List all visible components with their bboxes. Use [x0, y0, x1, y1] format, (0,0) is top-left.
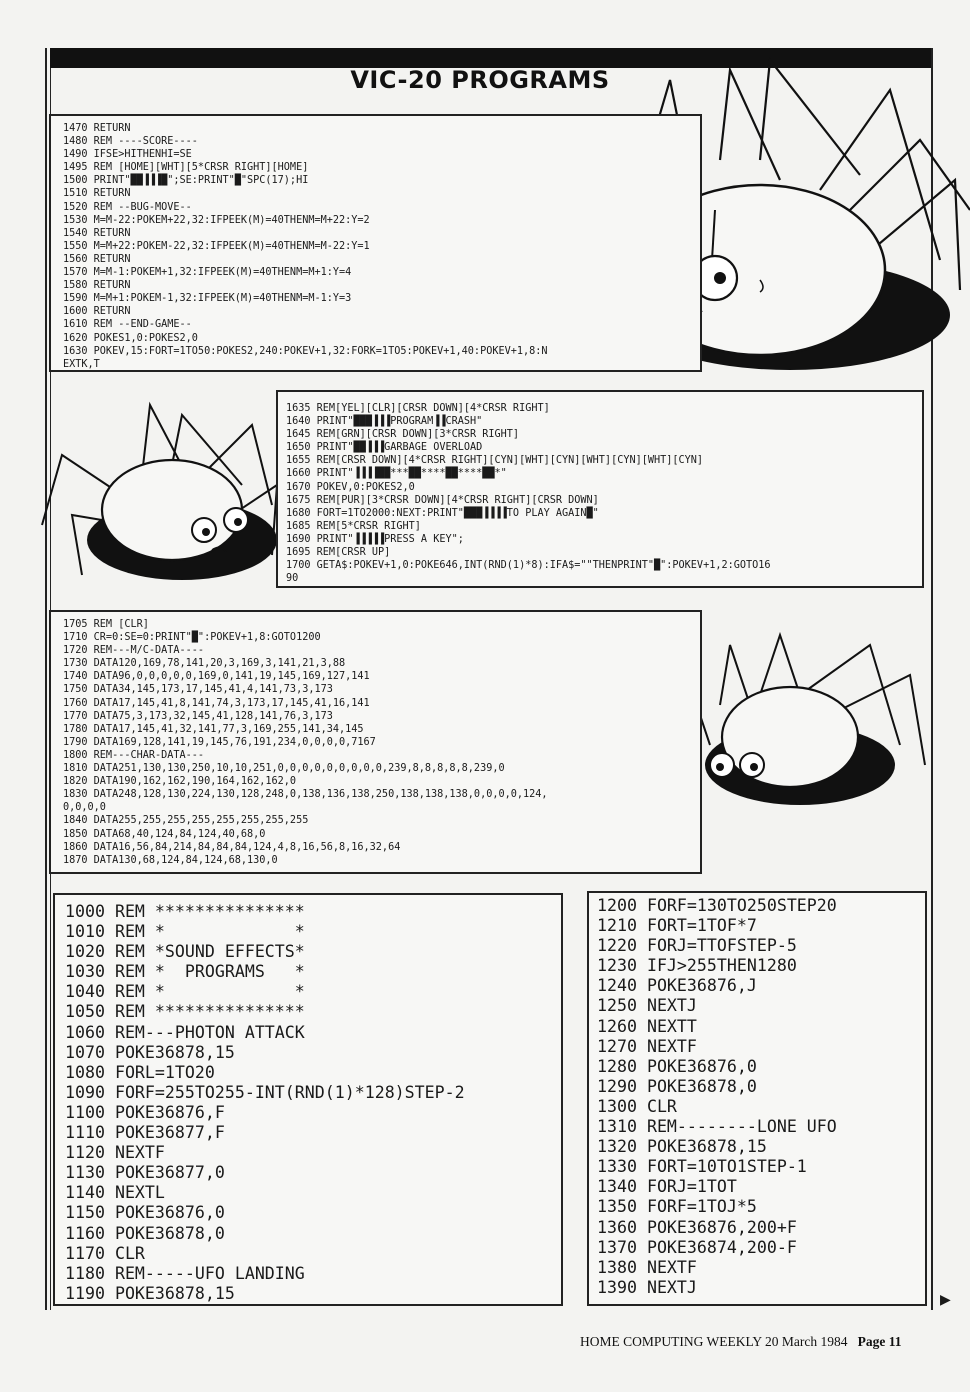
code-line: 1160 POKE36878,0: [65, 1223, 225, 1243]
code-line: 1110 POKE36877,F: [65, 1123, 225, 1143]
code-line: 1600 RETURN: [63, 306, 131, 318]
code-line: 1240 POKE36876,J: [597, 976, 757, 996]
code-line: 1290 POKE36878,0: [597, 1076, 757, 1096]
code-line: 1010 REM * *: [65, 922, 305, 942]
code-line: 1280 POKE36876,0: [597, 1056, 757, 1076]
code-line: 1520 REM --BUG-MOVE--: [63, 201, 192, 213]
code-line: 1100 POKE36876,F: [65, 1102, 225, 1122]
code-line: 1675 REM[PUR][3*CRSR DOWN][4*CRSR RIGHT][CRSR DOWN]: [286, 494, 599, 506]
code-line: 1380 NEXTF: [597, 1257, 697, 1277]
code-line: 1510 RETURN: [63, 188, 131, 200]
code-line: 1495 REM [HOME][WHT][5*CRSR RIGHT][HOME]: [63, 162, 309, 174]
code-line: 1655 REM[CRSR DOWN][4*CRSR RIGHT][CYN][WHT][CYN][WHT][CYN][WHT][CYN]: [286, 455, 704, 467]
code-line: 1820 DATA190,162,162,190,164,162,162,0: [63, 776, 297, 788]
code-line: 1330 FORT=10TO1STEP-1: [597, 1157, 807, 1177]
code-line: 1560 RETURN: [63, 253, 131, 265]
code-line: 1840 DATA255,255,255,255,255,255,255,255: [63, 815, 309, 827]
code-line: 1750 DATA34,145,173,17,145,41,4,141,73,3,173: [63, 684, 333, 696]
right-triangle-icon: ▶: [940, 1292, 951, 1308]
code-line: 1180 REM-----UFO LANDING: [65, 1263, 305, 1283]
code-line: 1120 NEXTF: [65, 1143, 165, 1163]
code-line: 1730 DATA120,169,78,141,20,3,169,3,141,21,3,88: [63, 658, 346, 670]
code-line: 1040 REM * *: [65, 982, 305, 1002]
spider-bug-illustration-small: [680, 625, 930, 825]
code-line: 1690 PRINT"▐▐▐▐▐PRESS A KEY";: [286, 533, 464, 545]
code-line: 1685 REM[5*CRSR RIGHT]: [286, 520, 421, 532]
code-line: 1620 POKES1,0:POKES2,0: [63, 332, 198, 344]
code-line: 1370 POKE36874,200-F: [597, 1237, 797, 1257]
code-line: 1720 REM---M/C-DATA----: [63, 645, 205, 657]
code-line: 1360 POKE36876,200+F: [597, 1217, 797, 1237]
code-line: 1660 PRINT"▐▐▐▐██***██****██****██*": [286, 468, 507, 480]
code-line: 1200 FORF=130TO250STEP20: [597, 896, 837, 915]
code-line: 1670 POKEV,0:POKES2,0: [286, 481, 415, 493]
code-line: 1390 NEXTJ: [597, 1277, 697, 1297]
code-line: 1760 DATA17,145,41,8,141,74,3,173,17,145,41,16,141: [63, 697, 370, 709]
code-line: 1710 CR=0:SE=0:PRINT"█":POKEV+1,8:GOTO1200: [63, 632, 321, 644]
code-line: 1030 REM * PROGRAMS *: [65, 962, 305, 982]
code-line: 1210 FORT=1TOF*7: [597, 916, 757, 936]
code-line: 1260 NEXTT: [597, 1016, 697, 1036]
code-line: 1190 POKE36878,15: [65, 1283, 235, 1303]
code-line: 1000 REM ***************: [65, 902, 305, 921]
listing-sound-effects: [53, 893, 563, 1306]
code-line: 1550 M=M+22:POKEM-22,32:IFPEEK(M)=40THENM=M-22:Y=1: [63, 240, 370, 252]
code-line: 1610 REM --END-GAME--: [63, 319, 192, 331]
code-line: 1020 REM *SOUND EFFECTS*: [65, 942, 305, 962]
code-line: 1170 CLR: [65, 1243, 145, 1263]
code-line: 1590 M=M+1:POKEM-1,32:IFPEEK(M)=40THENM=M-1:Y=3: [63, 293, 352, 305]
code-line: 1530 M=M-22:POKEM+22,32:IFPEEK(M)=40THENM=M+22:Y=2: [63, 214, 370, 226]
code-line: 1810 DATA251,130,130,250,10,10,251,0,0,0,0,0,0,0,0,0,239,8,8,8,8,8,239,0: [63, 763, 505, 775]
code-line: 1060 REM---PHOTON ATTACK: [65, 1022, 305, 1042]
code-line: 90: [286, 573, 299, 585]
code-line: 1850 DATA68,40,124,84,124,40,68,0: [63, 828, 266, 840]
code-line: 1250 NEXTJ: [597, 996, 697, 1016]
footer-publication: HOME COMPUTING WEEKLY 20 March 1984: [580, 1334, 848, 1349]
page-footer: [580, 1334, 902, 1350]
code-line: 1695 REM[CRSR UP]: [286, 547, 391, 559]
code-line: 1270 NEXTF: [597, 1036, 697, 1056]
code-line: 1705 REM [CLR]: [63, 619, 149, 630]
code-line: 1150 POKE36876,0: [65, 1203, 225, 1223]
code-line: 1310 REM--------LONE UFO: [597, 1117, 837, 1137]
code-line: 1680 FORT=1TO2000:NEXT:PRINT"███▐▐▐▐TO PLAY AGAIN█": [286, 507, 599, 519]
code-line: 1790 DATA169,128,141,19,145,76,191,234,0,0,0,0,7167: [63, 736, 376, 748]
code-line: 0,0,0,0: [63, 802, 106, 814]
code-line: 1740 DATA96,0,0,0,0,0,169,0,141,19,145,169,127,141: [63, 671, 370, 683]
code-line: 1320 POKE36878,15: [597, 1137, 767, 1157]
code-line: 1540 RETURN: [63, 227, 131, 239]
code-line: 1050 REM ***************: [65, 1002, 305, 1022]
listing-lone-ufo: [587, 891, 927, 1306]
code-line: 1645 REM[GRN][CRSR DOWN][3*CRSR RIGHT]: [286, 429, 520, 441]
code-line: 1800 REM---CHAR-DATA---: [63, 749, 205, 761]
code-line: 1130 POKE36877,0: [65, 1163, 225, 1183]
code-line: 1860 DATA16,56,84,214,84,84,84,124,4,8,16,56,8,16,32,64: [63, 841, 401, 853]
listing-score-bug-move: [49, 114, 702, 372]
spider-bug-illustration-medium: [32, 395, 282, 595]
code-line: 1630 POKEV,15:FORT=1TO50:POKES2,240:POKEV+1,32:FORK=1TO5:POKEV+1,40:POKEV+1,8:N: [63, 345, 548, 357]
page-frame-left: [45, 48, 47, 1310]
footer-page-number: Page 11: [857, 1334, 902, 1349]
code-line: 1870 DATA130,68,124,84,124,68,130,0: [63, 854, 278, 866]
code-line: 1770 DATA75,3,173,32,145,41,128,141,76,3,173: [63, 710, 333, 722]
code-line: 1070 POKE36878,15: [65, 1042, 235, 1062]
code-line: 1635 REM[YEL][CLR][CRSR DOWN][4*CRSR RIGHT]: [286, 403, 550, 414]
code-line: 1220 FORJ=TTOFSTEP-5: [597, 936, 797, 956]
code-line: 1300 CLR: [597, 1096, 677, 1116]
code-line: 1650 PRINT"██▐▐▐GARBAGE OVERLOAD: [286, 442, 483, 454]
code-line: 1230 IFJ>255THEN1280: [597, 956, 797, 976]
code-line: 1700 GETA$:POKEV+1,0:POKE646,INT(RND(1)*8):IFA$=""THENPRINT"█":POKEV+1,2:GOTO16: [286, 560, 771, 572]
code-line: 1350 FORF=1TOJ*5: [597, 1197, 757, 1217]
code-line: 1580 RETURN: [63, 280, 131, 292]
code-line: 1470 RETURN: [63, 123, 131, 134]
listing-end-game: [276, 390, 924, 588]
code-line: EXTK,T: [63, 358, 100, 370]
code-line: 1780 DATA17,145,41,32,141,77,3,169,255,141,34,145: [63, 723, 364, 735]
page-title: VIC-20 PROGRAMS: [350, 66, 610, 94]
code-line: 1090 FORF=255TO255-INT(RND(1)*128)STEP-2: [65, 1082, 465, 1102]
code-line: 1490 IFSE>HITHENHI=SE: [63, 149, 192, 161]
code-line: 1570 M=M-1:POKEM+1,32:IFPEEK(M)=40THENM=M+1:Y=4: [63, 267, 352, 279]
code-line: 1140 NEXTL: [65, 1183, 165, 1203]
code-line: 1480 REM ----SCORE----: [63, 136, 198, 148]
code-line: 1640 PRINT"███▐▐▐PROGRAM▐▐CRASH": [286, 416, 483, 428]
code-line: 1340 FORJ=1TOT: [597, 1177, 737, 1197]
listing-data: [49, 610, 702, 874]
code-line: 1080 FORL=1TO20: [65, 1062, 215, 1082]
code-line: 1830 DATA248,128,130,224,130,128,248,0,138,136,138,250,138,138,138,0,0,0,0,124,: [63, 789, 548, 801]
code-line: 1500 PRINT"██▐▐▐█";SE:PRINT"█"SPC(17);HI: [63, 175, 309, 187]
